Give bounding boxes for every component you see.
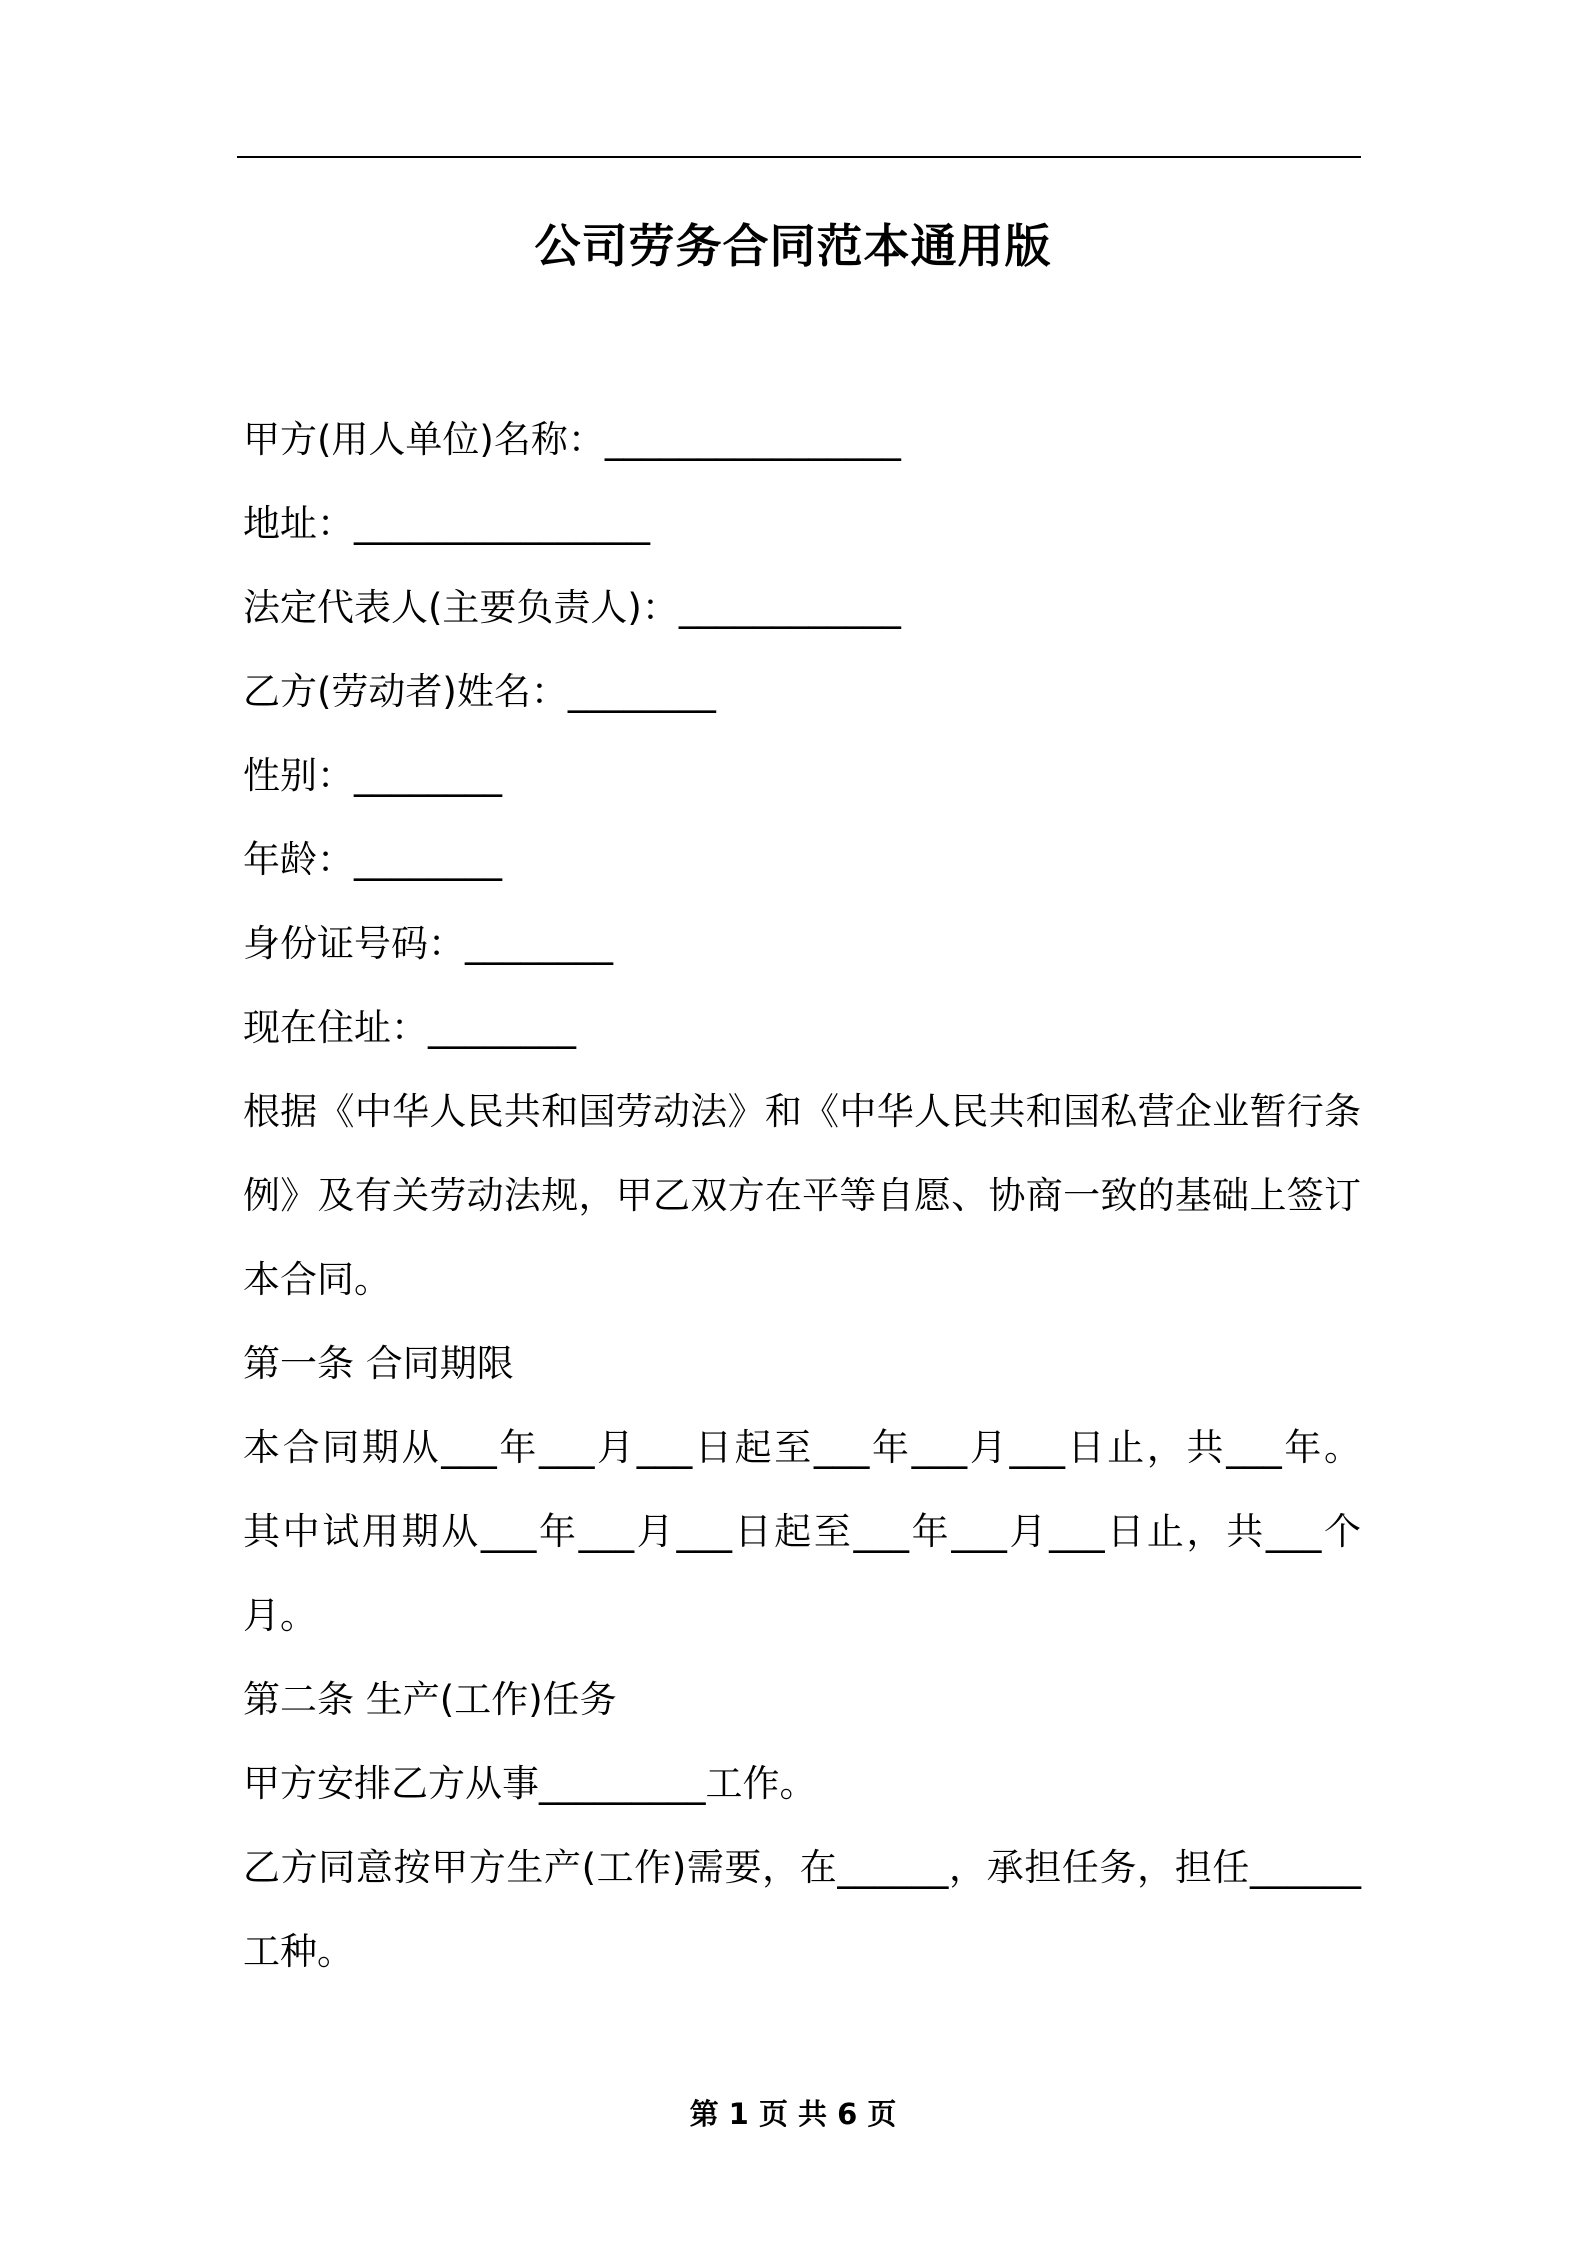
document-body [243, 398, 1361, 1994]
current-address-field: 现在住址：________ [243, 1006, 576, 1049]
party-a-address-field: 地址：________________ [243, 502, 650, 545]
preamble-line-3: 本合同。 [243, 1258, 391, 1301]
article-1-probation-line: 其中试用期从___年___月___日起至___年___月___日止，共___个 [243, 1510, 1361, 1553]
article-1-heading: 第一条 合同期限 [243, 1342, 514, 1385]
article-1-term-line: 本合同期从___年___月___日起至___年___月___日止，共___年。 [243, 1426, 1361, 1469]
gender-field: 性别：________ [243, 754, 502, 797]
article-1-probation-end: 月。 [243, 1594, 317, 1637]
article-2-duty-line: 乙方同意按甲方生产(工作)需要，在______，承担任务，担任______ [243, 1846, 1361, 1889]
header-rule [237, 156, 1361, 158]
preamble-line-2: 例》及有关劳动法规，甲乙双方在平等自愿、协商一致的基础上签订 [243, 1174, 1361, 1217]
party-b-name-field: 乙方(劳动者)姓名：________ [243, 670, 716, 713]
preamble-line-1: 根据《中华人民共和国劳动法》和《中华人民共和国私营企业暂行条 [243, 1090, 1361, 1133]
article-2-heading: 第二条 生产(工作)任务 [243, 1678, 617, 1721]
article-2-assignment-line: 甲方安排乙方从事_________工作。 [243, 1762, 817, 1805]
page-number-label: 第 1 页 共 6 页 [689, 2097, 897, 2131]
party-a-name-field: 甲方(用人单位)名称：________________ [243, 418, 901, 461]
page-footer [0, 2094, 1586, 2134]
age-field: 年龄：________ [243, 838, 502, 881]
document-title: 公司劳务合同范本通用版 [534, 219, 1052, 273]
id-number-field: 身份证号码：________ [243, 922, 613, 965]
article-2-duty-end: 工种。 [243, 1930, 354, 1973]
legal-representative-field: 法定代表人(主要负责人)：____________ [243, 586, 901, 629]
